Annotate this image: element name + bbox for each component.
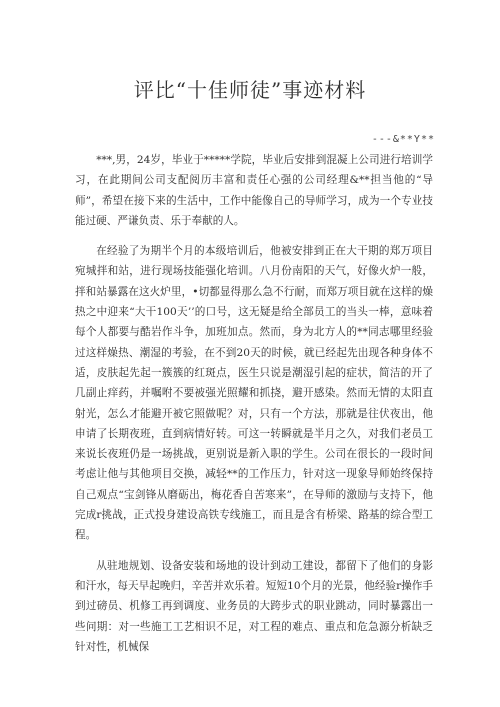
paragraph-3: 从驻地规划、设备安装和场地的设计到动工建设，都留下了他们的身影和汗水，每天早起晚归，辛苦并欢乐着。短短10个月的光景，他经验r操作手到过磅员、机修工再到调度、业务员的大跨步式的职业跳动，同时暴露出一些问期：对一些施工工艺相识不足，对工程的难点、重点和危急源分析缺乏针对性，机械保 xyxy=(75,559,433,653)
author-line: ---&**Y** xyxy=(371,134,435,145)
paragraph-1: ***,男，24岁，毕业于*****学院，毕业后安排到混凝上公司进行培训学习，在此期间公司支配阅历丰富和责任心强的公司经理&**担当他的“导师”，希望在接下来的生活中，工作中能像自己的导师学习，成为一个专业技能过硬、严谦负责、乐于奉献的人。 xyxy=(75,154,433,227)
paragraph-2: 在经验了为期半个月的本级培训后，他被安排到正在大干期的郑万项目宛城拌和站，进行现场技能强化培训。八月份南阳的天气，好像火炉一般，拌和站暴露在这火炉里，•切都显得那么急不行耐，而郑万项目就在这样的燥热之中迎来“大干100天’’的口号，这无疑是给全部员工的当头一棒，意味着每个人都要与酷岩作斗争，加班加点。然而，身为北方人的**同志哪里经验过这样燥热、潮湿的考验，在不到20天的时候，就已经起先出现各种身体不适，皮肤起先起一簇簇的红斑点，医生只说是潮湿引起的症状，简洁的开了几副止痒药，并嘱咐不要被强光照耀和抓挠，避开感染。然而无情的太阳直射光，怎么才能避开被它照做呢？对，只有一个方法，那就是往伏夜出，他申请了长期夜班，直到病情好转。可这一转瞬就是半月之久，对我们老员工来说长夜班仍是一场挑战，更别说是新入职的学生。公司在很长的一段时间考虑让他与其他项目交换，减轻**的工作压力，针对这一现象导师始终保持自己观点“宝剑锋从磨砺出，梅花香自苦寒来”，在导师的激励与支持下，他完成r挑战，正式投身建设高铁专线施工，而且是含有桥梁、路基的综合型工程。 xyxy=(75,245,433,542)
document-title: 评比“十佳师徒”事迹材料 xyxy=(133,78,367,102)
document-body xyxy=(75,150,433,667)
